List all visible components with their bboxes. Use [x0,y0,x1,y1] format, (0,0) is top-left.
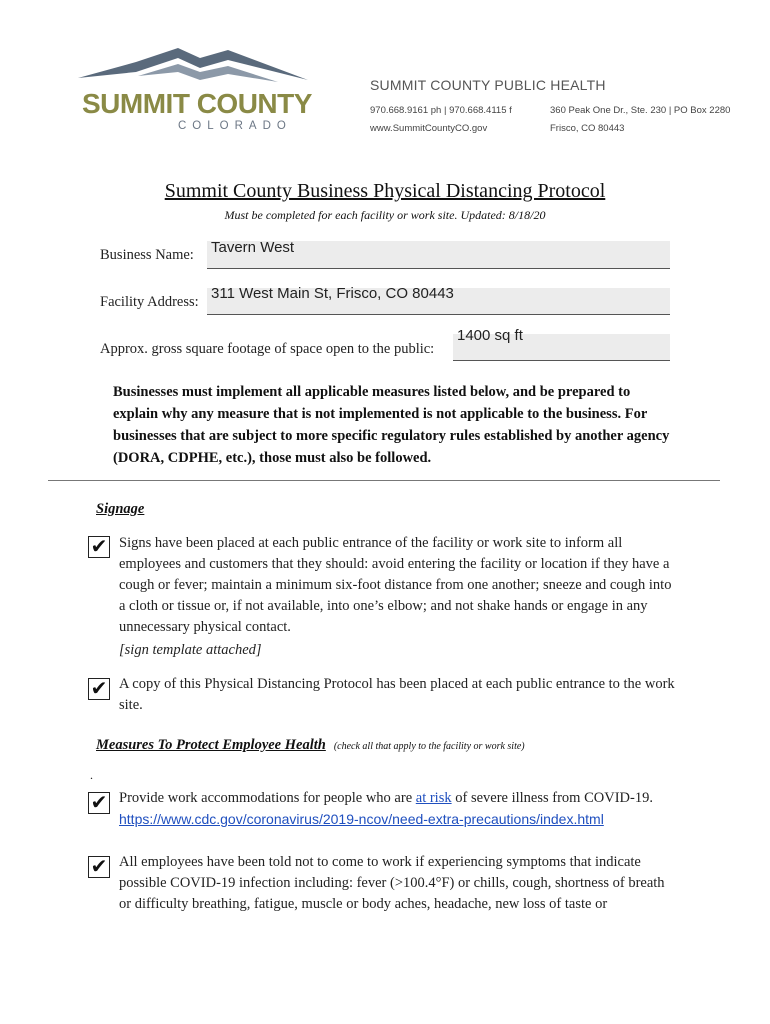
summit-county-logo [78,44,310,136]
phone-fax: 970.668.9161 ph | 970.668.4115 f [370,105,512,116]
signage-item-2-text: A copy of this Physical Distancing Protocol has been placed at each public entrance to the work site. [119,676,675,713]
employee-item-1-pre: Provide work accommodations for people who are [119,790,416,806]
business-name-value: Tavern West [211,239,295,256]
signage-checkbox-2[interactable] [88,678,110,700]
check-icon: ✔ [90,854,108,878]
employee-health-heading: Measures To Protect Employee Health [96,737,326,753]
employee-health-note: (check all that apply to the facility or work site) [333,741,525,752]
address-line-1: 360 Peak One Dr., Ste. 230 | PO Box 2280 [550,105,731,116]
employee-item-1-post: of severe illness from COVID-19. [451,790,653,806]
check-icon: ✔ [90,676,108,700]
at-risk-link[interactable]: at risk [415,790,452,806]
document-subtitle: Must be completed for each facility or work site. Updated: 8/18/20 [224,208,546,222]
cdc-url-link[interactable]: https://www.cdc.gov/coronavirus/2019-ncov/need-extra-precautions/index.html [119,811,604,827]
requirements-paragraph: Businesses must implement all applicable measures listed below, and be prepared to explain why any measure that is not implemented is not applicable to the business. For businesses that are subject to more specific regulatory rules established by another agency (DORA, CDPHE, etc.), those must also be followed. [113,384,670,466]
check-icon: ✔ [90,534,108,558]
employee-item-2-text: All employees have been told not to come to work if experiencing symptoms that indicate possible COVID-19 infection including: fever (>100.4°F) or chills, cough, shortness of breath or difficulty breathing, fatigue, muscle or body aches, headache, new loss of taste or [119,854,665,912]
sqft-value: 1400 sq ft [457,327,523,344]
business-name-label: Business Name: [100,247,194,263]
facility-address-field[interactable] [207,285,670,315]
sqft-field[interactable] [453,327,670,361]
signage-heading: Signage [96,501,145,517]
check-icon: ✔ [90,790,108,814]
stray-dot: . [90,768,93,782]
sign-template-note: [sign template attached] [119,642,262,658]
facility-address-value: 311 West Main St, Frisco, CO 80443 [211,285,454,302]
signage-checkbox-1[interactable] [88,536,110,558]
business-name-field[interactable] [207,241,670,269]
website: www.SummitCountyCO.gov [370,123,488,134]
divider [48,480,720,481]
document-title: Summit County Business Physical Distancing Protocol [164,180,606,202]
employee-item-1-text [119,788,675,831]
employee-health-heading-row [96,736,525,754]
mountain-icon [78,44,310,94]
employee-checkbox-2[interactable] [88,856,110,878]
facility-address-label: Facility Address: [100,294,199,310]
employee-checkbox-1[interactable] [88,792,110,814]
address-line-2: Frisco, CO 80443 [550,123,625,134]
signage-item-1-text: Signs have been placed at each public entrance of the facility or work site to inform all employees and customers that they should: avoid entering the facility or location if they have a cough or fever; maintain a minimum six-foot distance from one another; sneeze and cough into a cloth or tissue or, if not available, into one’s elbow; and not shake hands or engage in any unnecessary physical contact. [119,535,672,635]
sqft-label: Approx. gross square footage of space open to the public: [100,341,435,357]
logo-subtitle: COLORADO [178,120,292,132]
logo-wordmark: SUMMIT COUNTY [82,88,312,119]
org-name: SUMMIT COUNTY PUBLIC HEALTH [370,77,606,93]
